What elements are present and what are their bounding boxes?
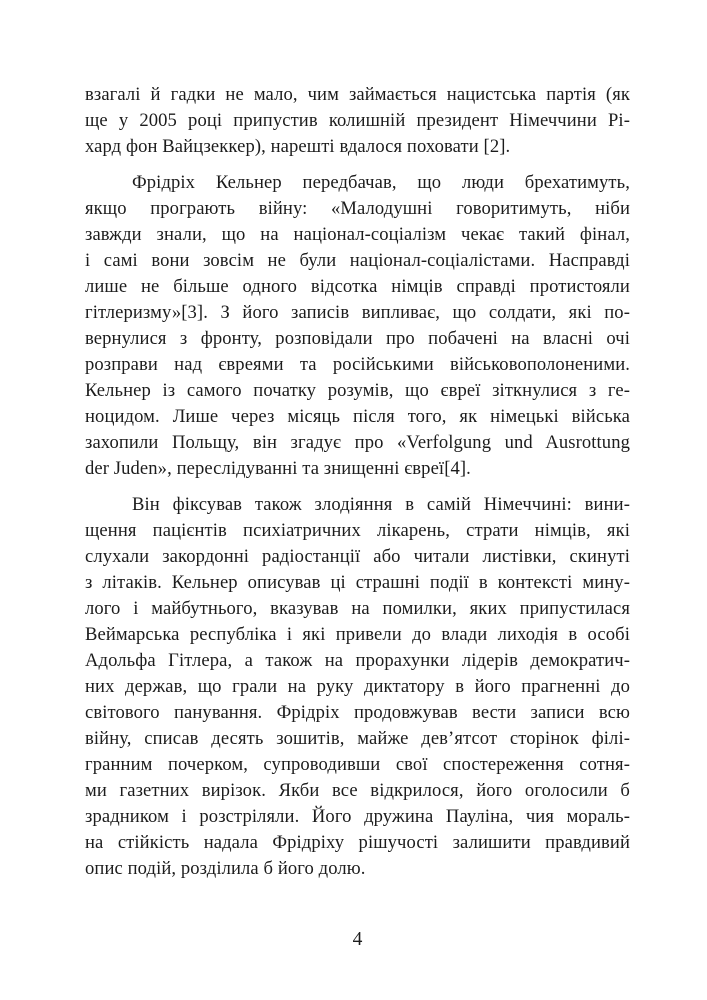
page-number: 4 <box>352 929 363 950</box>
text-line: Адольфа Гітлера, а також на прорахунки лідерів демократич- <box>85 650 630 671</box>
text-line: Фрідріх Кельнер передбачав, що люди брехатимуть, <box>132 172 630 193</box>
text-block <box>85 82 630 882</box>
text-line: ноцидом. Лише через місяць після того, як німецькі війська <box>85 406 630 427</box>
paragraph <box>85 170 630 482</box>
text-line: зрадником і розстріляли. Його дружина Пауліна, чия мораль- <box>85 806 630 827</box>
text-line: і самі вони зовсім не були націонал-соціалістами. Насправді <box>85 250 630 271</box>
text-line: якщо програють війну: «Малодушні говоритимуть, ніби <box>85 198 630 219</box>
text-line: Він фіксував також злодіяння в самій Німеччині: вини- <box>132 494 630 515</box>
text-line: гітлеризму»[3]. З його записів випливає, що солдати, які по- <box>85 302 630 323</box>
text-line: світового панування. Фрідріх продовжував вести записи всю <box>85 702 630 723</box>
paragraph <box>85 492 630 882</box>
text-line: вернулися з фронту, розповідали про побачені на власні очі <box>85 328 630 349</box>
text-line: опис подій, розділила б його долю. <box>85 858 366 879</box>
text-line: Кельнер із самого початку розумів, що євреї зіткнулися з ге- <box>85 380 630 401</box>
paragraph <box>85 82 630 160</box>
text-line: захопили Польщу, він згадує про «Verfolgung und Ausrottung <box>85 432 630 453</box>
text-line: війну, списав десять зошитів, майже дев’ятсот сторінок філі- <box>85 728 630 749</box>
text-line: лого і майбутнього, вказував на помилки, яких припустилася <box>85 598 630 619</box>
text-line: Веймарська республіка і які привели до влади лиходія в особі <box>85 624 630 645</box>
text-line: гранним почерком, супроводивши свої спостереження сотня- <box>85 754 630 775</box>
text-line: взагалі й гадки не мало, чим займається нацистська партія (як <box>85 84 630 105</box>
text-line: лише не більше одного відсотка німців справді протистояли <box>85 276 630 297</box>
text-line: ще у 2005 році припустив колишній президент Німеччини Рі- <box>85 110 630 131</box>
text-line: них держав, що грали на руку диктатору в його прагненні до <box>85 676 630 697</box>
text-line: der Juden», переслідуванні та знищенні євреї[4]. <box>85 458 471 479</box>
text-line: ми газетних вирізок. Якби все відкрилося, його оголосили б <box>85 780 630 801</box>
text-line: слухали закордонні радіостанції або читали листівки, скинуті <box>85 546 630 567</box>
text-line: завжди знали, що на націонал-соціалізм чекає такий фінал, <box>85 224 630 245</box>
text-line: щення пацієнтів психіатричних лікарень, страти німців, які <box>85 520 630 541</box>
text-line: хард фон Вайцзеккер), нарешті вдалося поховати [2]. <box>85 136 511 157</box>
text-line: на стійкість надала Фрідріху рішучості залишити правдивий <box>85 832 630 853</box>
text-line: з літаків. Кельнер описував ці страшні події в контексті мину- <box>85 572 630 593</box>
text-line: розправи над євреями та російськими військовополоненими. <box>85 354 630 375</box>
